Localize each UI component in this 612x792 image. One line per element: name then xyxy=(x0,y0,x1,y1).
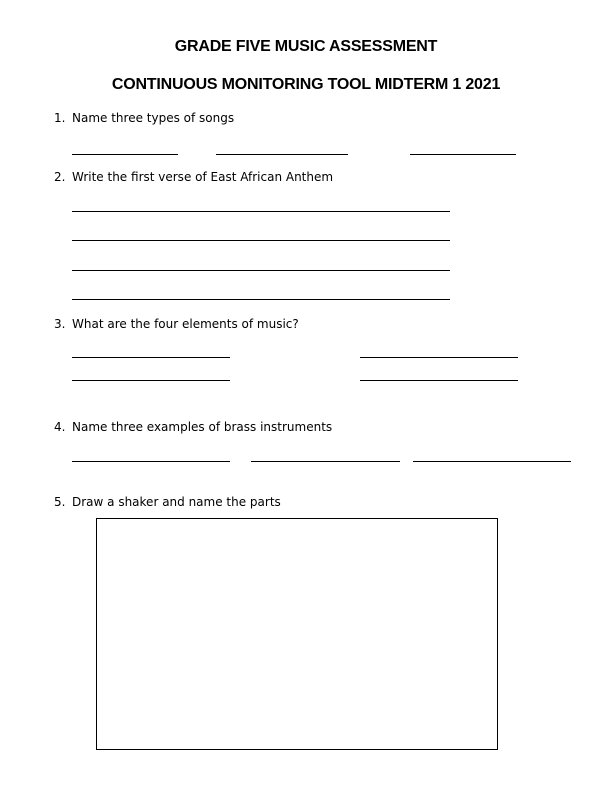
answer-line[interactable] xyxy=(251,461,400,462)
question-text: Draw a shaker and name the parts xyxy=(72,495,281,509)
question-number: 2. xyxy=(54,170,66,184)
answer-line[interactable] xyxy=(72,154,178,155)
question-text: Name three types of songs xyxy=(72,111,235,125)
answer-line[interactable] xyxy=(72,299,450,300)
question-number: 1. xyxy=(54,111,66,125)
answer-line[interactable] xyxy=(413,461,571,462)
answer-line[interactable] xyxy=(410,154,516,155)
answer-line[interactable] xyxy=(72,380,230,381)
answer-line[interactable] xyxy=(72,240,450,241)
answer-line[interactable] xyxy=(72,357,230,358)
drawing-box[interactable] xyxy=(96,518,498,750)
question-3 xyxy=(54,317,299,331)
question-number: 5. xyxy=(54,495,66,509)
question-number: 3. xyxy=(54,317,66,331)
answer-line[interactable] xyxy=(360,357,518,358)
question-text: Write the first verse of East African Anthem xyxy=(72,170,334,184)
question-text: What are the four elements of music? xyxy=(72,317,299,331)
answer-line[interactable] xyxy=(72,461,230,462)
answer-line[interactable] xyxy=(216,154,348,155)
question-number: 4. xyxy=(54,420,66,434)
question-text: Name three examples of brass instruments xyxy=(72,420,333,434)
assessment-subtitle: CONTINUOUS MONITORING TOOL MIDTERM 1 2021 xyxy=(111,76,501,93)
assessment-title: GRADE FIVE MUSIC ASSESSMENT xyxy=(174,38,438,55)
question-1 xyxy=(54,111,234,125)
answer-line[interactable] xyxy=(360,380,518,381)
question-5 xyxy=(54,495,281,509)
answer-line[interactable] xyxy=(72,270,450,271)
question-4 xyxy=(54,420,332,434)
answer-line[interactable] xyxy=(72,211,450,212)
question-2 xyxy=(54,170,333,184)
